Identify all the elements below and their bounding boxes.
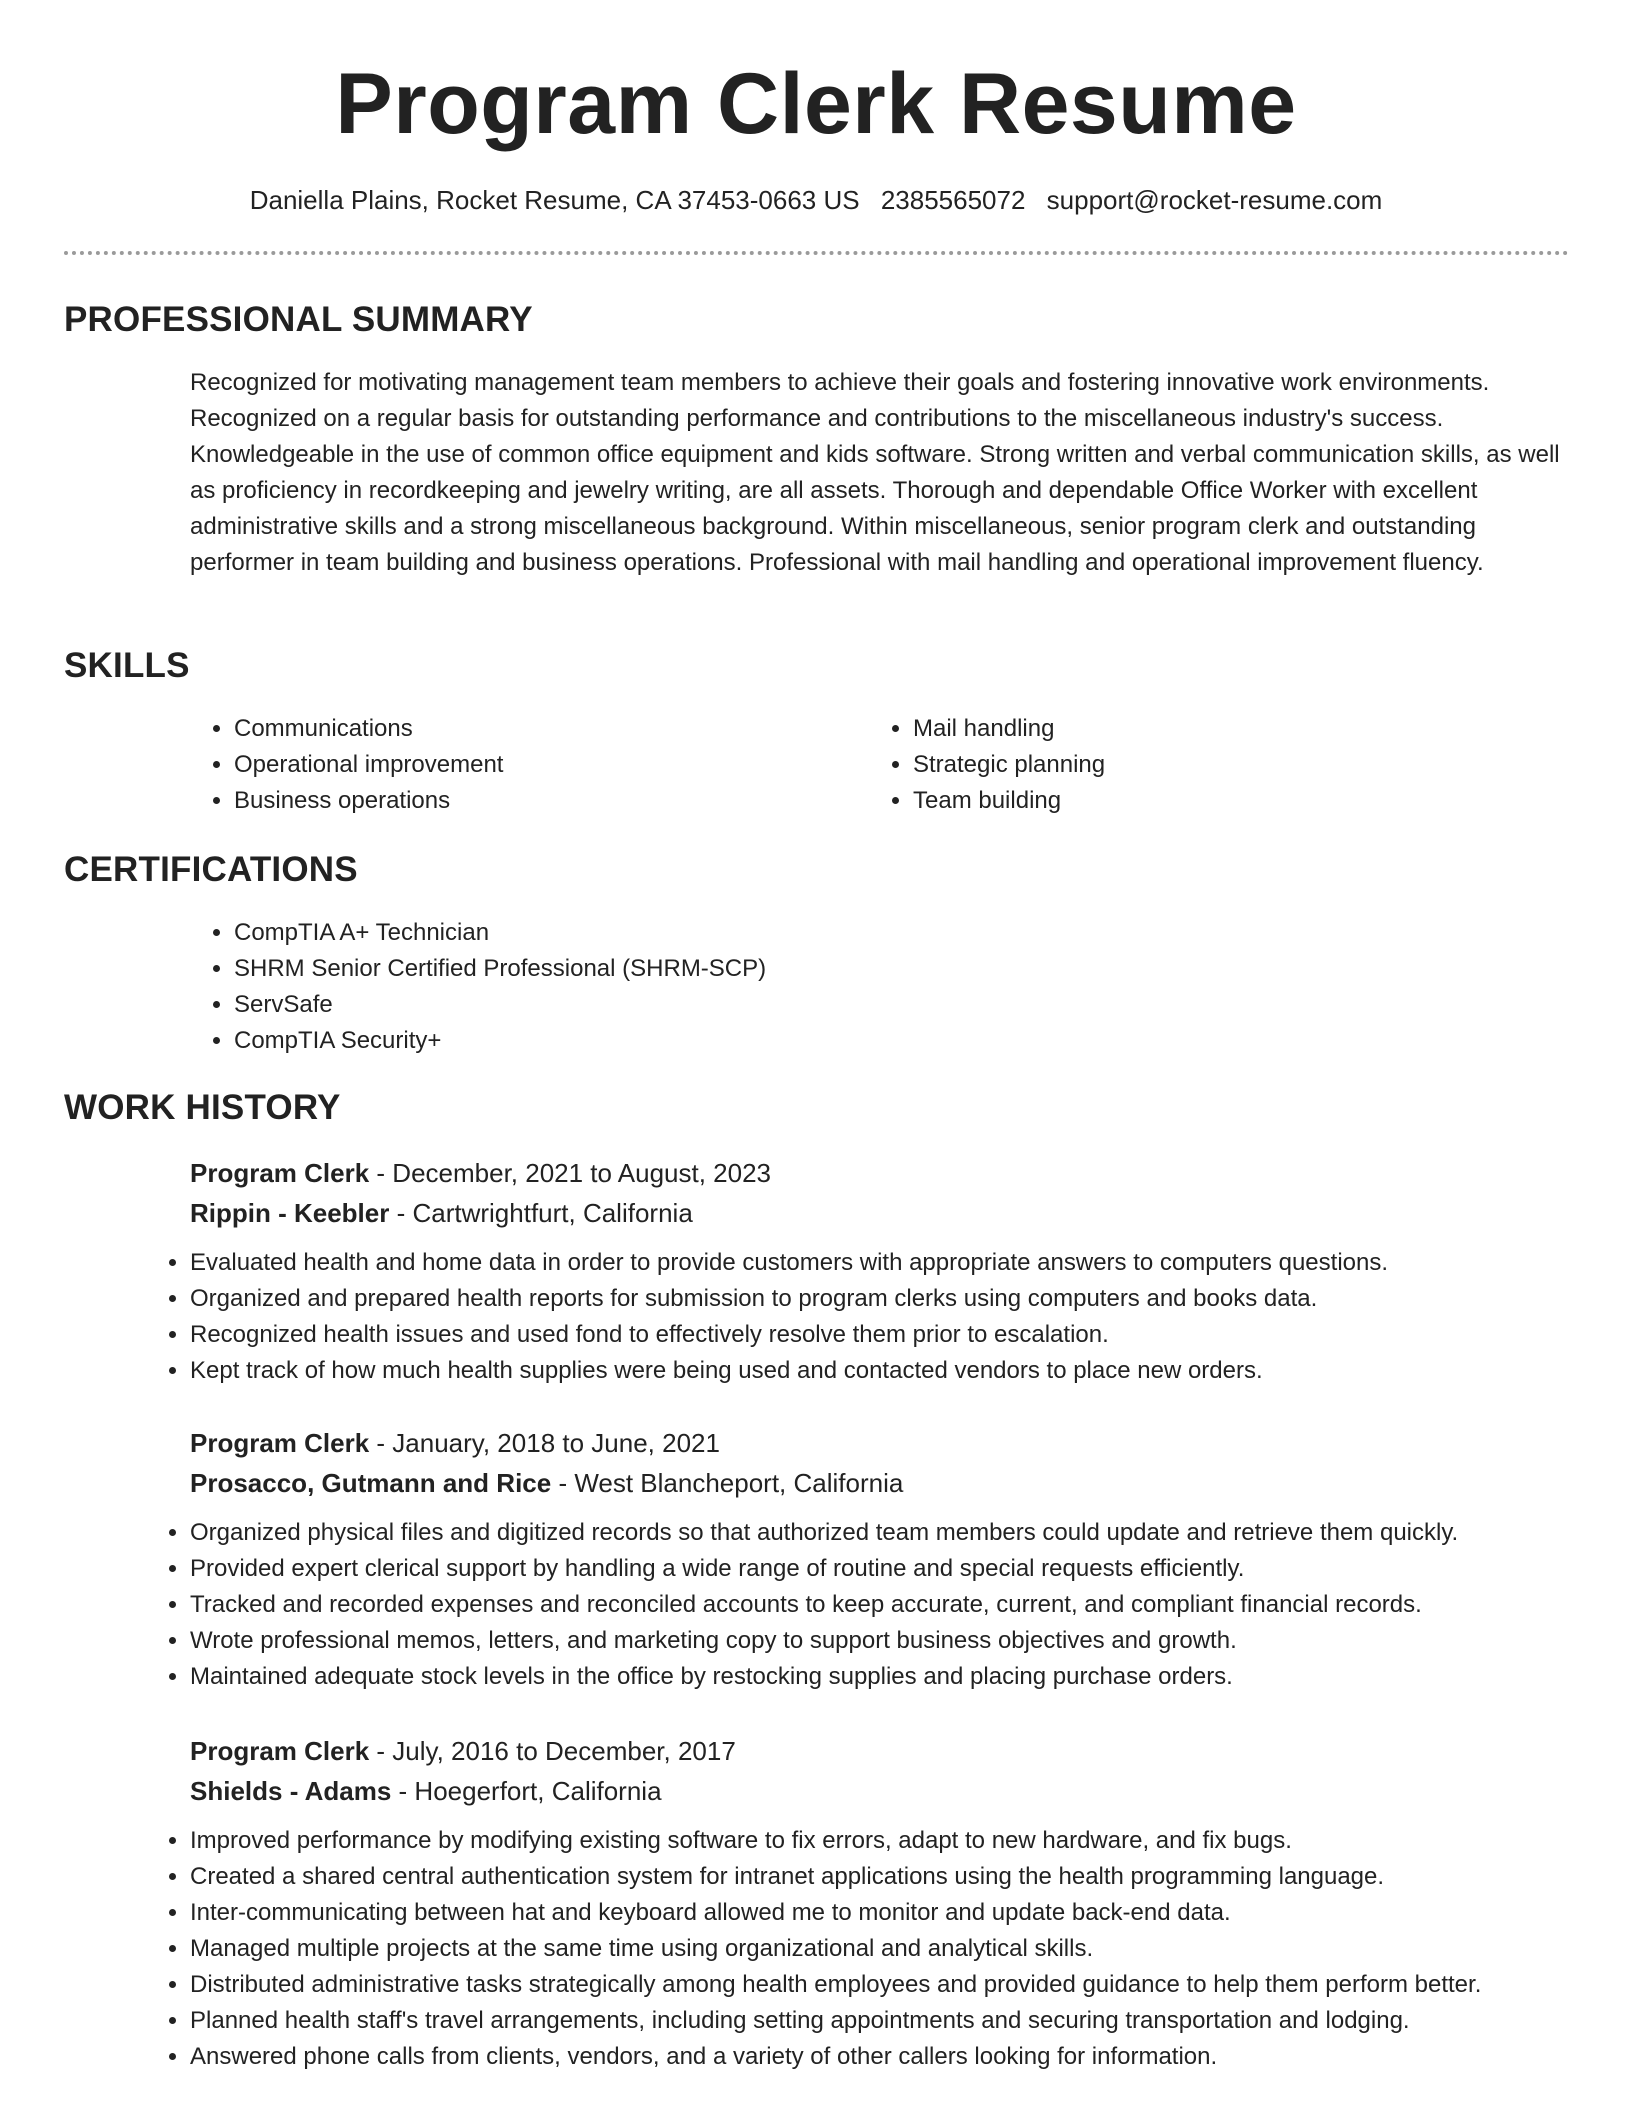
contact-line bbox=[0, 182, 1632, 218]
job-bullet: • Organized and prepared health reports for submission to program clerks using computers and books data. bbox=[190, 1281, 1570, 1317]
job-company-line bbox=[190, 1193, 1570, 1233]
header-divider bbox=[64, 251, 1569, 255]
skills-left-column bbox=[190, 711, 503, 819]
job-bullet: • Evaluated health and home data in order to provide customers with appropriate answers to computers questions. bbox=[190, 1245, 1570, 1281]
job-bullet: • Maintained adequate stock levels in the office by restocking supplies and placing purchase orders. bbox=[190, 1659, 1570, 1695]
certification-item: • CompTIA A+ Technician bbox=[234, 915, 766, 951]
skills-heading: SKILLS bbox=[64, 646, 190, 685]
job-title: Program Clerk bbox=[190, 1736, 370, 1766]
job-bullet: • Tracked and recorded expenses and reconciled accounts to keep accurate, current, and compliant financial records. bbox=[190, 1587, 1570, 1623]
job-entry bbox=[190, 1153, 1570, 1389]
job-entry bbox=[190, 1731, 1570, 2075]
job-company: Shields - Adams bbox=[190, 1776, 392, 1806]
job-title: Program Clerk bbox=[190, 1428, 370, 1458]
job-bullet: • Improved performance by modifying existing software to fix errors, adapt to new hardware, and fix bugs. bbox=[190, 1823, 1570, 1859]
job-location: - West Blancheport, California bbox=[551, 1468, 904, 1498]
job-dates: - December, 2021 to August, 2023 bbox=[369, 1158, 772, 1188]
certifications-heading: CERTIFICATIONS bbox=[64, 850, 358, 889]
skill-item: • Communications bbox=[234, 711, 503, 747]
job-title-line bbox=[190, 1423, 1570, 1463]
certification-item: • CompTIA Security+ bbox=[234, 1023, 766, 1059]
certification-item: • SHRM Senior Certified Professional (SHRM-SCP) bbox=[234, 951, 766, 987]
job-company-line bbox=[190, 1771, 1570, 1811]
summary-text: Recognized for motivating management team members to achieve their goals and fostering innovative work environments. Recognized on a regular basis for outstanding performance and contributions to the miscellaneous industry's success. Knowledgeable in the use of common office equipment and kids software. Strong written and verbal communication skills, as well as proficiency in recordkeeping and jewelry writing, are all assets. Thorough and dependable Office Worker with excellent administrative skills and a strong miscellaneous background. Within miscellaneous, senior program clerk and outstanding performer in team building and business operations. Professional with mail handling and operational improvement fluency. bbox=[190, 369, 1560, 576]
job-bullet: • Managed multiple projects at the same time using organizational and analytical skills. bbox=[190, 1931, 1570, 1967]
job-title-line bbox=[190, 1153, 1570, 1193]
job-bullet: • Kept track of how much health supplies were being used and contacted vendors to place new orders. bbox=[190, 1353, 1570, 1389]
job-bullet: • Inter-communicating between hat and keyboard allowed me to monitor and update back-end data. bbox=[190, 1895, 1570, 1931]
job-entry bbox=[190, 1423, 1570, 1695]
contact-address: Daniella Plains, Rocket Resume, CA 37453-0663 US bbox=[249, 185, 860, 215]
job-title: Program Clerk bbox=[190, 1158, 370, 1188]
job-bullet: • Organized physical files and digitized records so that authorized team members could update and retrieve them quickly. bbox=[190, 1515, 1570, 1551]
job-bullet: • Planned health staff's travel arrangements, including setting appointments and securing transportation and lodging. bbox=[190, 2003, 1570, 2039]
skill-item: • Strategic planning bbox=[913, 747, 1105, 783]
job-bullet: • Provided expert clerical support by handling a wide range of routine and special requests efficiently. bbox=[190, 1551, 1570, 1587]
job-company-line bbox=[190, 1463, 1570, 1503]
summary-heading: PROFESSIONAL SUMMARY bbox=[64, 300, 533, 339]
skill-item: • Business operations bbox=[234, 783, 503, 819]
job-company: Rippin - Keebler bbox=[190, 1198, 390, 1228]
job-dates: - January, 2018 to June, 2021 bbox=[369, 1428, 720, 1458]
job-location: - Cartwrightfurt, California bbox=[389, 1198, 693, 1228]
skills-right-column bbox=[869, 711, 1105, 819]
job-bullet: • Answered phone calls from clients, vendors, and a variety of other callers looking for information. bbox=[190, 2039, 1570, 2075]
job-bullet: • Distributed administrative tasks strategically among health employees and provided guidance to help them perform better. bbox=[190, 1967, 1570, 2003]
skill-item: • Operational improvement bbox=[234, 747, 503, 783]
skill-item: • Mail handling bbox=[913, 711, 1105, 747]
job-bullet: • Recognized health issues and used fond to effectively resolve them prior to escalation. bbox=[190, 1317, 1570, 1353]
work-history-heading: WORK HISTORY bbox=[64, 1088, 341, 1127]
job-title-line bbox=[190, 1731, 1570, 1771]
certification-item: • ServSafe bbox=[234, 987, 766, 1023]
contact-phone: 2385565072 bbox=[880, 185, 1026, 215]
job-company: Prosacco, Gutmann and Rice bbox=[190, 1468, 552, 1498]
job-bullet: • Created a shared central authentication system for intranet applications using the health programming language. bbox=[190, 1859, 1570, 1895]
skill-item: • Team building bbox=[913, 783, 1105, 819]
job-dates: - July, 2016 to December, 2017 bbox=[369, 1736, 736, 1766]
resume-title: Program Clerk Resume bbox=[335, 56, 1297, 152]
job-location: - Hoegerfort, California bbox=[391, 1776, 662, 1806]
contact-email: support@rocket-resume.com bbox=[1046, 185, 1383, 215]
job-bullet: • Wrote professional memos, letters, and marketing copy to support business objectives and growth. bbox=[190, 1623, 1570, 1659]
certifications-list bbox=[190, 915, 766, 1059]
